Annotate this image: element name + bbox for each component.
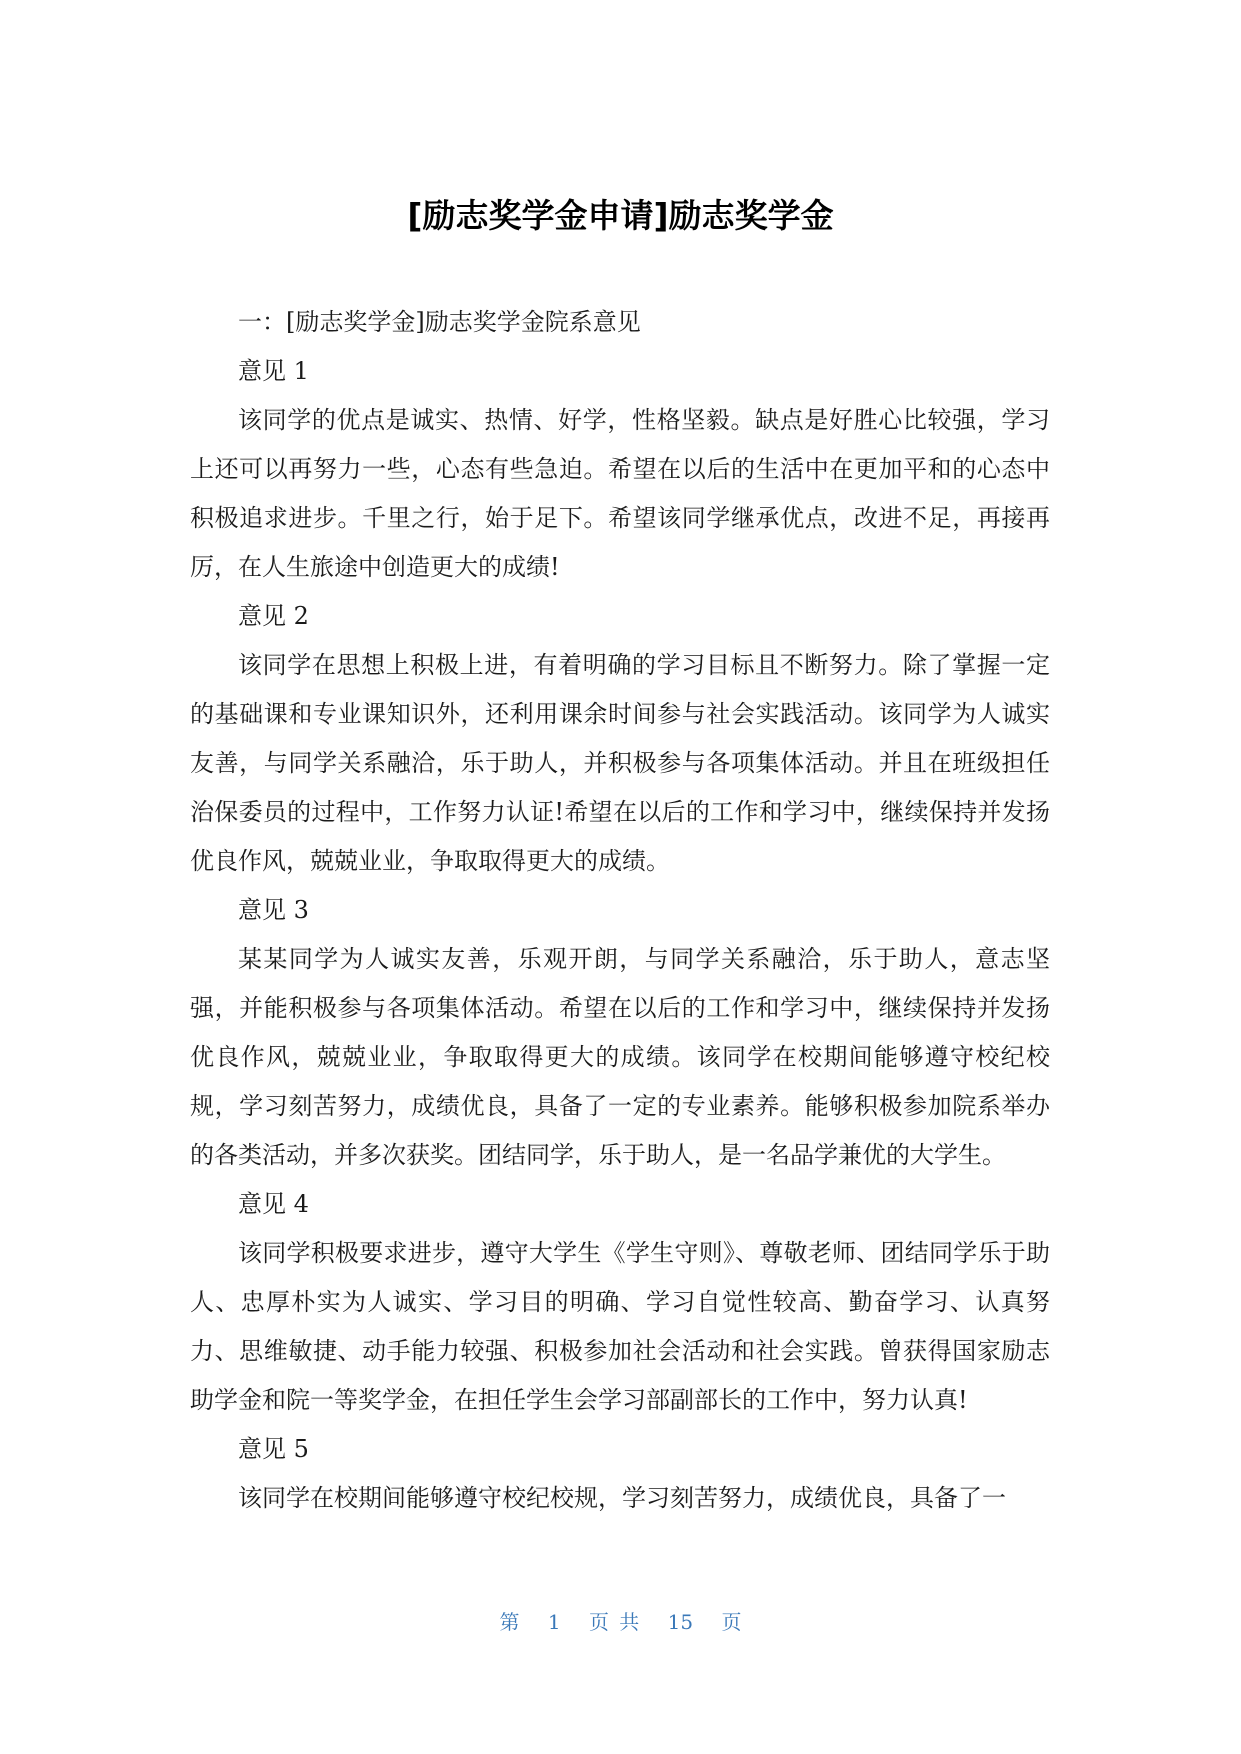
footer-prefix: 第: [499, 1610, 520, 1634]
opinion-label: 意见 3: [238, 896, 309, 924]
page-footer: [0, 1606, 1241, 1635]
opinion-text: 该同学积极要求进步，遵守大学生《学生守则》、尊敬老师、团结同学乐于助人、忠厚朴实为人诚实、学习目的明确、学习自觉性较高、勤奋学习、认真努力、思维敏捷、动手能力较强、积极参加社会活动和社会实践。曾获得国家励志助学金和院一等奖学金，在担任学生会学习部副部长的工作中，努力认真!: [190, 1239, 1050, 1414]
opinion-label: 意见 4: [238, 1190, 309, 1218]
document-body: [190, 298, 1050, 1523]
footer-mid: 页 共: [588, 1610, 640, 1634]
opinion-text: 该同学的优点是诚实、热情、好学，性格坚毅。缺点是好胜心比较强，学习上还可以再努力一些，心态有些急迫。希望在以后的生活中在更加平和的心态中积极追求进步。千里之行，始于足下。希望该同学继承优点，改进不足，再接再厉，在人生旅途中创造更大的成绩!: [190, 406, 1050, 581]
document-title: [励志奖学金申请]励志奖学金: [407, 196, 834, 235]
opinion-text: 该同学在校期间能够遵守校纪校规，学习刻苦努力，成绩优良，具备了一: [238, 1484, 1006, 1512]
opinion-label: 意见 2: [238, 602, 309, 630]
opinion-text: 该同学在思想上积极上进，有着明确的学习目标且不断努力。除了掌握一定的基础课和专业课知识外，还利用课余时间参与社会实践活动。该同学为人诚实友善，与同学关系融洽，乐于助人，并积极参与各项集体活动。并且在班级担任治保委员的过程中，工作努力认证!希望在以后的工作和学习中，继续保持并发扬优良作风，兢兢业业，争取取得更大的成绩。: [190, 651, 1050, 875]
current-page-number: 1: [547, 1610, 561, 1634]
opinion-label: 意见 5: [238, 1435, 309, 1463]
section-heading: 一：[励志奖学金]励志奖学金院系意见: [238, 308, 641, 336]
opinion-text: 某某同学为人诚实友善，乐观开朗，与同学关系融洽，乐于助人，意志坚强，并能积极参与各项集体活动。希望在以后的工作和学习中，继续保持并发扬优良作风，兢兢业业，争取取得更大的成绩。该同学在校期间能够遵守校纪校规，学习刻苦努力，成绩优良，具备了一定的专业素养。能够积极参加院系举办的各类活动，并多次获奖。团结同学，乐于助人，是一名品学兼优的大学生。: [190, 945, 1050, 1169]
footer-suffix: 页: [721, 1610, 742, 1634]
opinion-label: 意见 1: [238, 357, 309, 385]
total-pages-number: 15: [667, 1610, 694, 1634]
